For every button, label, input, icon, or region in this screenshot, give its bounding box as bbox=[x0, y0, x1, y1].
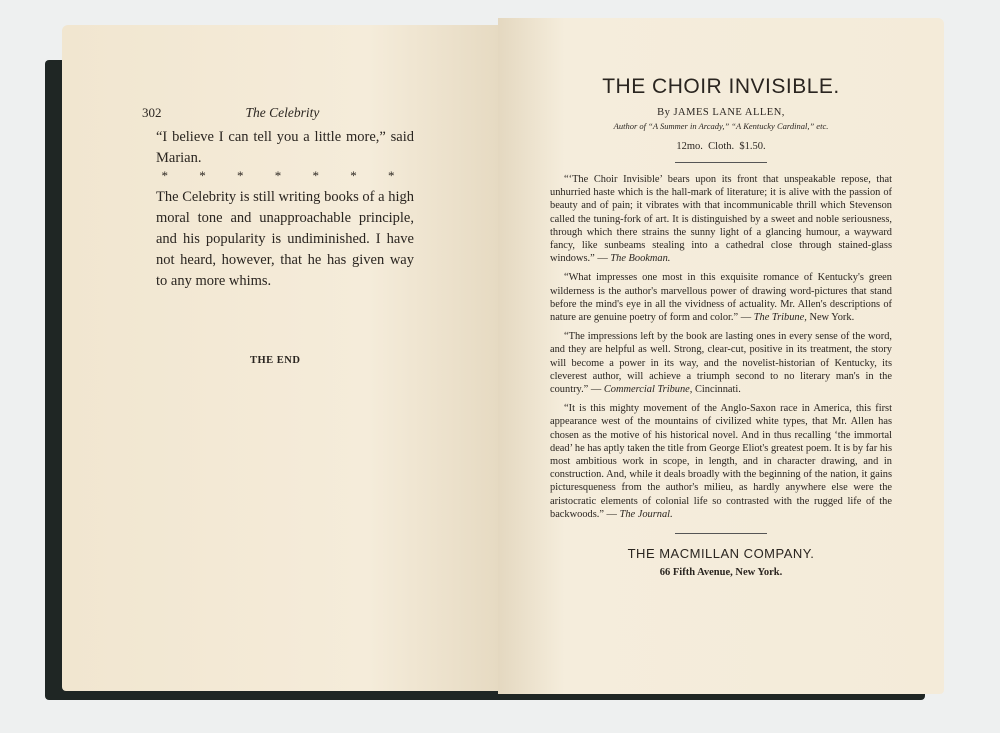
review: “The impressions left by the book are lasting ones in every sense of the word, and they are helpful as well. Strong, clear-cut, positive in its treatment, the story will become a power in its way, and the novelist-historian of Kentucky, its cleverest author, will achieve a triumph second to no literary man's in the country.” — Commercial Tribune, Cincinnati. bbox=[550, 331, 892, 396]
reviews bbox=[550, 173, 892, 527]
page-header bbox=[142, 105, 414, 121]
page-number: 302 bbox=[142, 105, 162, 120]
book-title: THE CHOIR INVISIBLE. bbox=[602, 75, 840, 98]
review: “It is this mighty movement of the Anglo-Saxon race in America, this first appearance west of the mountains of civilized white types, that Mr. Allen has chosen as the motive of his historical novel. And in thus recalling ‘the immortal dead’ he has aptly taken the title from George Eliot's greatest poem. It is by far his most ambitious work in scope, in length, and in character drawing, and in construction. And, while it deals broadly with the beginning of the nation, it gains picturesqueness from the author's milieu, as hardly anywhere else were the aristocratic elements of colonial life so contrasted with the rugged life of the backwoods.” — The Journal. bbox=[550, 403, 892, 520]
author-of: Author of “A Summer in Arcady,” “A Kentucky Cardinal,” etc. bbox=[613, 121, 829, 131]
publisher-address: 66 Fifth Avenue, New York. bbox=[659, 567, 783, 579]
review: “What impresses one most in this exquisite romance of Kentucky's green wilderness is the author's marvellous power of drawing word-pictures that stand before the mind's eye in all the vividness of actuality. Mr. Allen's descriptions of nature are genuine poetry of form and color.” — The Tribune, New York. bbox=[550, 272, 892, 324]
paragraph: The Celebrity is still writing books of a high moral tone and unapproachable principle, and his popularity is undiminished. I have not heard, however, that he has given way to any more whims. bbox=[156, 189, 414, 289]
divider bbox=[675, 162, 767, 163]
divider bbox=[675, 533, 767, 534]
left-page bbox=[62, 25, 500, 691]
format-price: 12mo. Cloth. $1.50. bbox=[676, 141, 766, 152]
running-head: The Celebrity bbox=[245, 105, 320, 120]
publisher: THE MACMILLAN COMPANY. bbox=[627, 546, 815, 562]
review: “‘The Choir Invisible’ bears upon its front that unspeakable repose, that unhurried haste which is the hall-mark of literature; it is alive with the passion of beauty and of pain; it vibrates with that incommunicable thrill which Stevenson called the tuning-fork of art. It is distinguished by a sweet and noble seriousness, through which there strains the sunny light of a glancing humour, a wayward fancy, like sunbeams stealing into a cathedral close through stained-glass windows.” — The Bookman. bbox=[550, 174, 892, 265]
right-page bbox=[498, 18, 944, 694]
right-text-column bbox=[498, 74, 944, 579]
the-end: THE END bbox=[250, 355, 301, 366]
byline: By JAMES LANE ALLEN, bbox=[657, 107, 785, 118]
left-text-column bbox=[142, 105, 414, 292]
section-break: * * * * * * * bbox=[161, 168, 409, 183]
paragraph: “I believe I can tell you a little more,” said Marian. bbox=[156, 129, 414, 166]
